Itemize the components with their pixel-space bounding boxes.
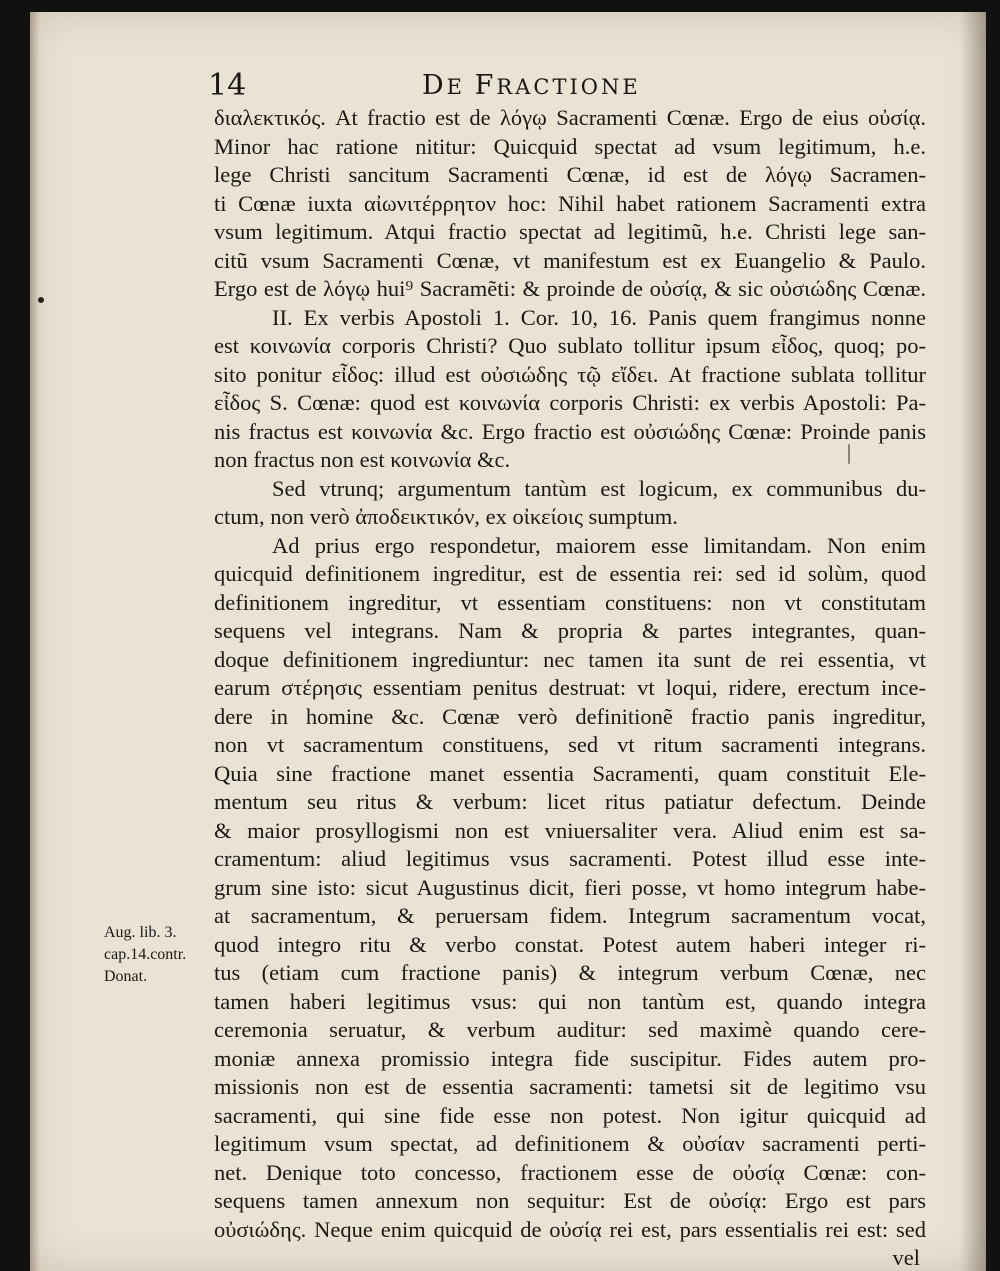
text-line: doque definitionem ingrediuntur: nec tamen ita sunt de rei essentia, vt (214, 646, 926, 672)
text-line: Ad prius ergo respondetur, maiorem esse limitandam. Non enim (272, 532, 926, 558)
text-line: cramentum: aliud legitimus vsus sacramenti. Potest illud esse inte- (214, 846, 926, 871)
margin-note (104, 922, 214, 988)
text-line: Minor hac ratione nititur: Quicquid spectat ad vsum legitimum, h.e. (214, 133, 926, 159)
ink-speck (848, 444, 850, 464)
spine-shadow (960, 12, 986, 1271)
page-edge-shadow (30, 12, 40, 1271)
text-line: quod integro ritu & verbo constat. Potest autem haberi integer ri- (214, 931, 926, 957)
text-line: διαλεκτικός. At fractio est de λόγῳ Sacramenti Cœnæ. Ergo de eius οὐσίᾳ. (214, 105, 926, 130)
text-line: quicquid definitionem ingreditur, est de essentia rei: sed id solùm, quod (214, 561, 926, 586)
text-line: net. Denique toto concesso, fractionem esse de οὐσίᾳ Cœnæ: con- (214, 1159, 926, 1185)
text-line: οὐσιώδης. Neque enim quicquid de οὐσίᾳ rei est, pars essentialis rei est: sed (214, 1216, 926, 1242)
text-line: dere in homine &c. Cœnæ verò definitionẽ fractio panis ingreditur, (214, 703, 926, 729)
text-line: sito ponitur εἶδος: illud est οὐσιώδης τῷ εἴδει. At fractione sublata tollitur (214, 361, 926, 387)
text-line: at sacramentum, & peruersam fidem. Integrum sacramentum vocat, (214, 903, 926, 928)
text-line: tus (etiam cum fractione panis) & integrum verbum Cœnæ, nec (214, 960, 926, 985)
book-page (30, 12, 986, 1271)
text-line: grum sine isto: sicut Augustinus dicit, fieri posse, vt homo integrum habe- (214, 874, 926, 900)
text-line: sequens vel integrans. Nam & propria & partes integrantes, quan- (214, 618, 926, 643)
text-line: earum στέρησις essentiam penitus destruat: vt loqui, ridere, erectum ince- (214, 675, 926, 700)
text-line: ti Cœnæ iuxta αἰωνιτέρρητον hoc: Nihil habet rationem Sacramenti extra (214, 190, 926, 216)
text-line: legitimum vsum spectat, ad definitionem & οὐσίαν sacramenti perti- (214, 1131, 926, 1156)
margin-note-line: Donat. (104, 968, 148, 985)
page-number: 14 (208, 68, 247, 103)
text-line: Quia sine fractione manet essentia Sacramenti, quam constituit Ele- (214, 760, 926, 786)
text-line: non fractus non est κοινωνία &c. (214, 447, 511, 472)
text-line: II. Ex verbis Apostoli 1. Cor. 10, 16. Panis quem frangimus nonne (272, 304, 926, 330)
text-line: sequens tamen annexum non sequitur: Est de οὐσίᾳ: Ergo est pars (214, 1188, 926, 1213)
ink-speck (38, 297, 44, 303)
text-line: mentum seu ritus & verbum: licet ritus patiatur defectum. Deinde (214, 789, 926, 814)
text-line: Ergo est de λόγῳ hui⁹ Sacramẽti: & proinde de οὐσίᾳ, & sic οὐσιώδης Cœnæ. (214, 276, 926, 301)
page-header (30, 68, 986, 108)
text-line: Sed vtrunq; argumentum tantùm est logicum, ex communibus du- (272, 475, 926, 501)
running-head-initial-d: D (422, 70, 447, 101)
text-line: lege Christi sancitum Sacramenti Cœnæ, id est de λόγῳ Sacramen- (214, 162, 926, 187)
text-line: est κοινωνία corporis Christi? Quo sublato tollitur ipsum εἶδος, quoq; po- (214, 333, 926, 358)
text-line: nis fractus est κοινωνία &c. Ergo fractio est οὐσιώδης Cœnæ: Proinde panis (214, 418, 926, 444)
text-line: citũ vsum Sacramenti Cœnæ, vt manifestum est ex Euangelio & Paulo. (214, 247, 926, 273)
text-line: ceremonia seruatur, & verbum auditur: sed maximè quando cere- (214, 1017, 926, 1042)
text-line: missionis non est de essentia sacramenti: tametsi sit de legitimo vsu (214, 1074, 926, 1099)
text-line: εἶδος S. Cœnæ: quod est κοινωνία corporis Christi: ex verbis Apostoli: Pa- (214, 390, 926, 415)
text-line: definitionem ingreditur, vt essentiam constituens: non vt constitutam (214, 589, 926, 615)
catchword: vel (892, 1245, 920, 1270)
text-line: tamen haberi legitimus vsus: qui non tantùm est, quando integra (214, 988, 926, 1014)
text-line: sacramenti, qui sine fide esse non potest. Non igitur quicquid ad (214, 1102, 926, 1128)
running-head-initial-f: F (474, 70, 497, 101)
margin-note-line: cap.14.contr. (104, 946, 187, 963)
running-head-part-2: RACTIONE (496, 75, 641, 99)
text-line: moniæ annexa promissio integra fide suscipitur. Fides autem pro- (214, 1045, 926, 1071)
text-line: vsum legitimum. Atqui fractio spectat ad legitimũ, h.e. Christi lege san- (214, 219, 926, 244)
text-line: & maior prosyllogismi non est vniuersaliter vera. Aliud enim est sa- (214, 817, 926, 843)
text-line: ctum, non verò ἀποδεικτικόν, ex οἰκείοις sumptum. (214, 504, 678, 529)
margin-note-line: Aug. lib. 3. (104, 924, 177, 941)
running-head (422, 70, 641, 101)
body-text (214, 104, 926, 1271)
running-head-part-1: E (446, 75, 475, 99)
text-line: non vt sacramentum constituens, sed vt ritum sacramenti integrans. (214, 732, 926, 757)
